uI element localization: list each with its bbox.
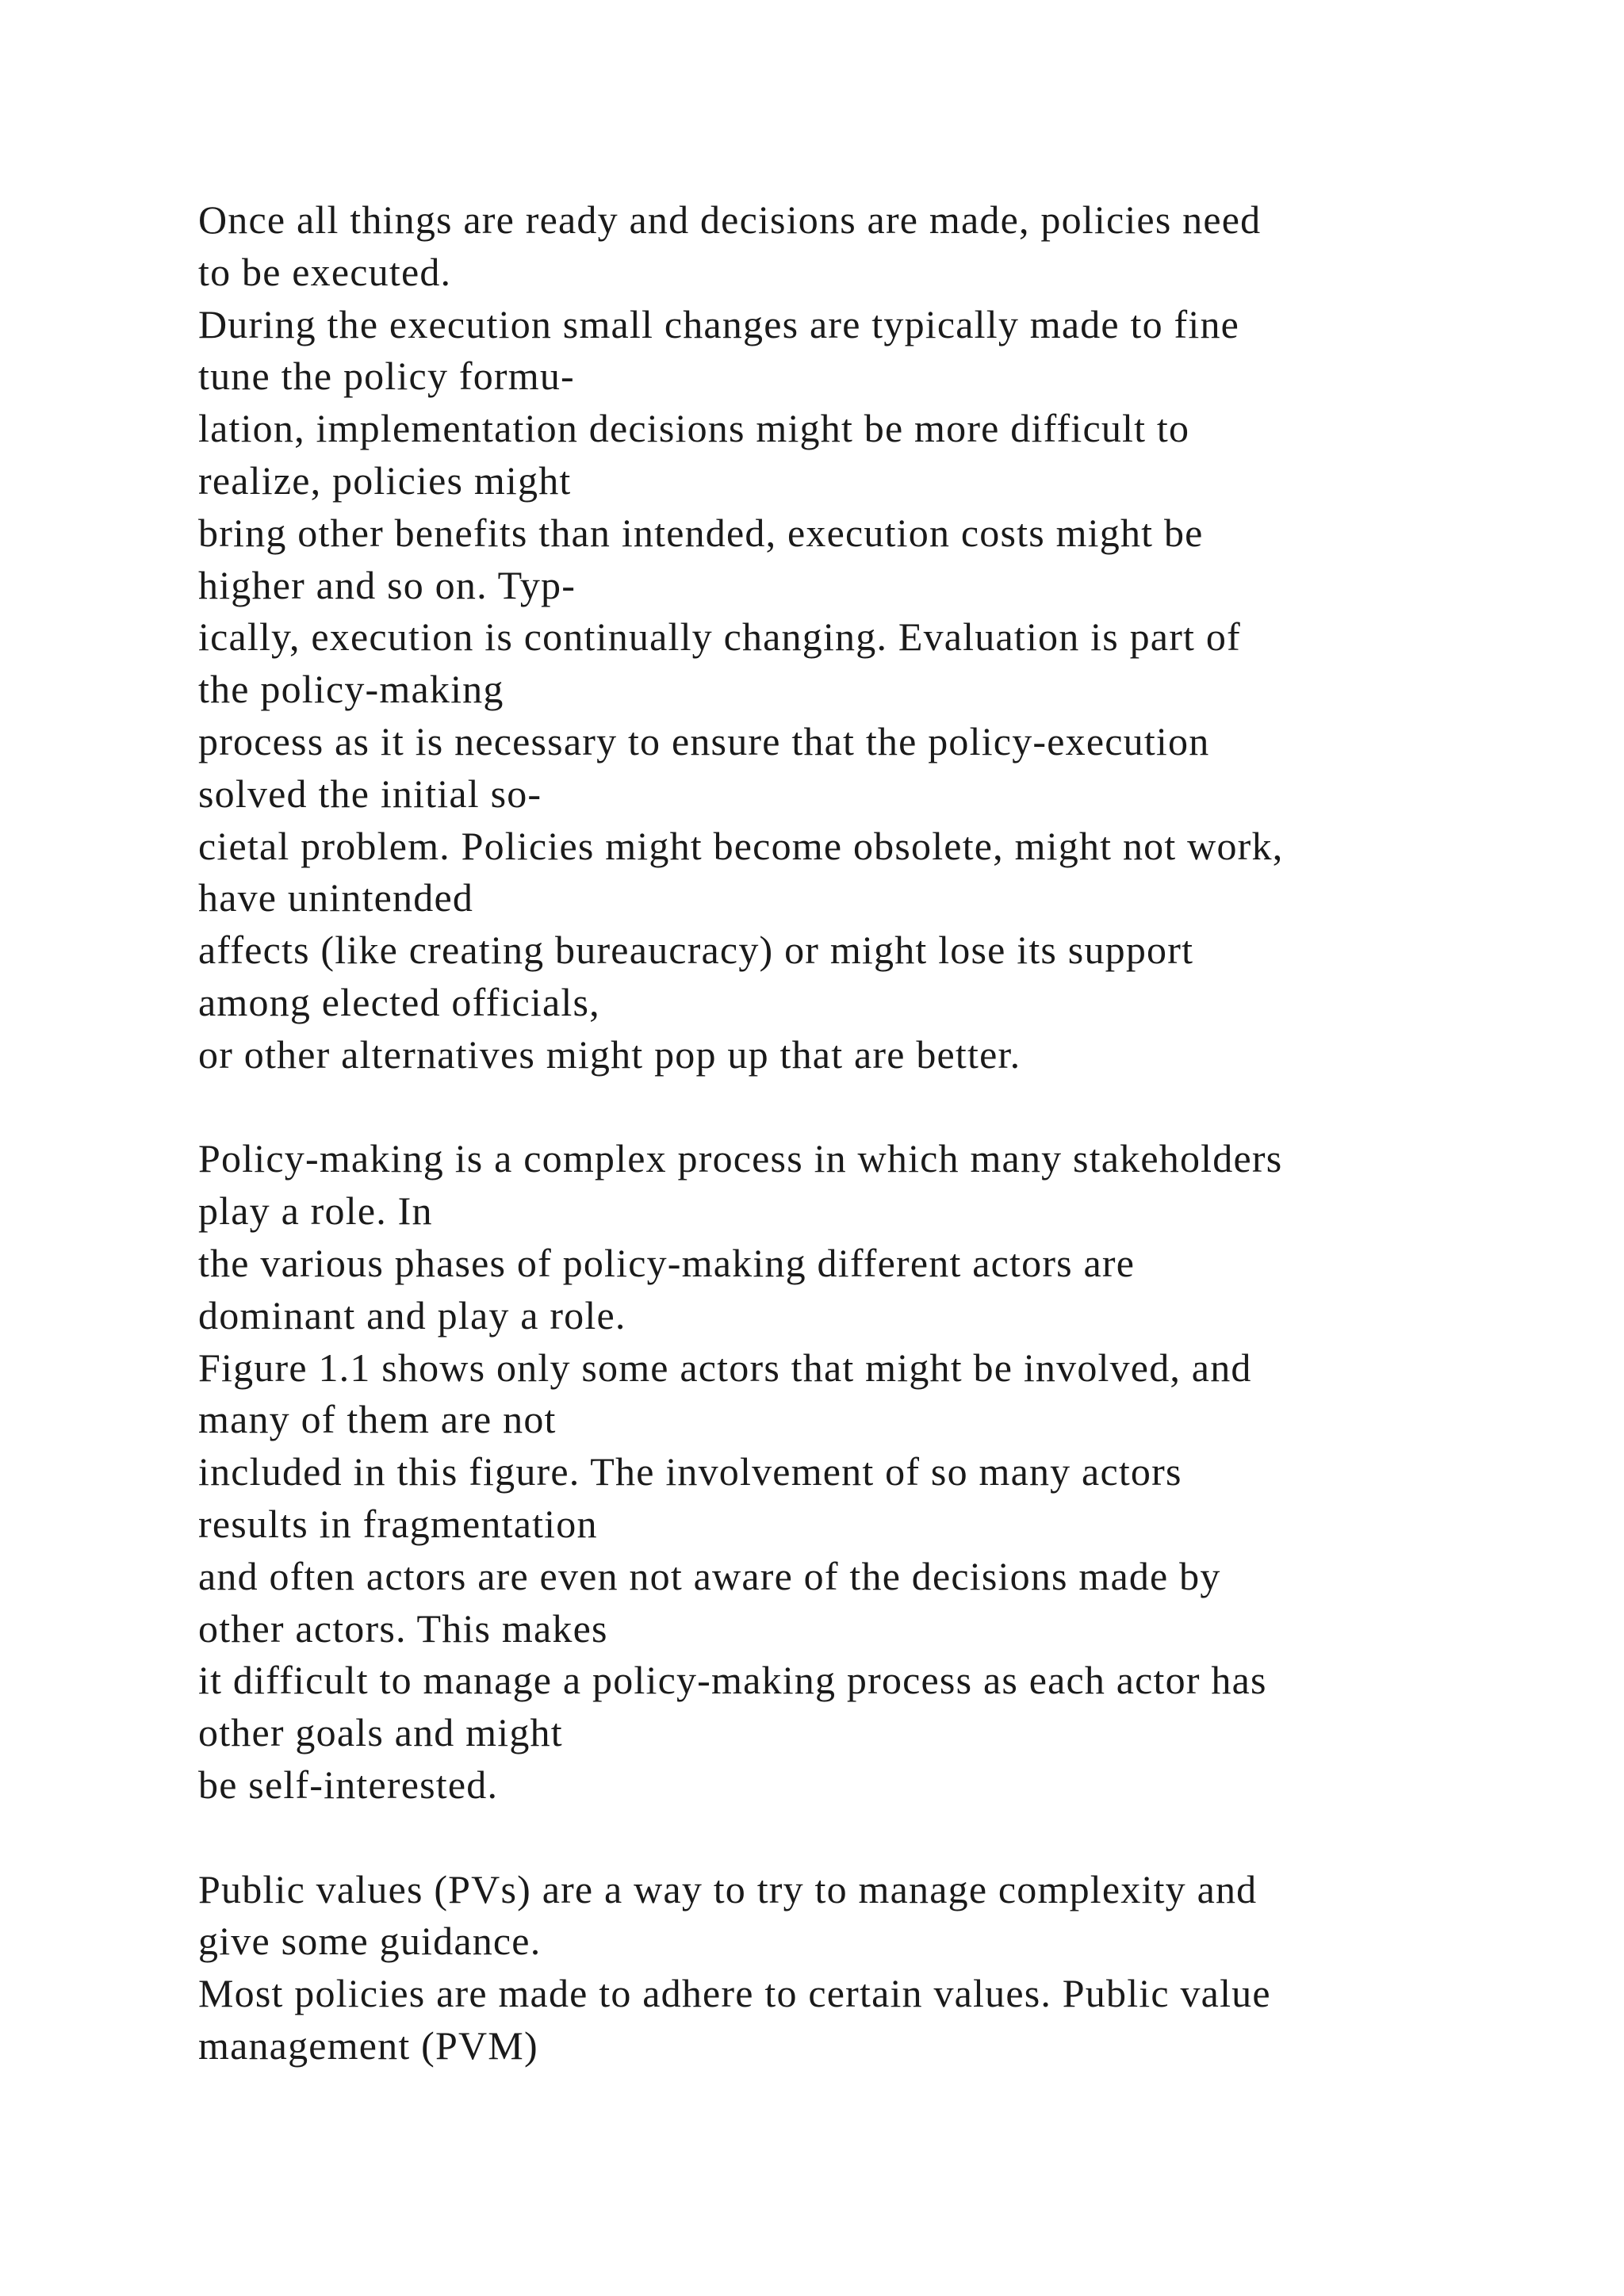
text-line: Figure 1.1 shows only some actors that might be involved, and bbox=[198, 1345, 1252, 1390]
text-line: dominant and play a role. bbox=[198, 1292, 626, 1337]
text-line: Most policies are made to adhere to certain values. Public value bbox=[198, 1971, 1271, 2016]
text-line: the various phases of policy-making different actors are bbox=[198, 1240, 1136, 1285]
text-line: affects (like creating bureaucracy) or might lose its support bbox=[198, 928, 1194, 973]
text-line: included in this figure. The involvement of so many actors bbox=[198, 1449, 1182, 1494]
text-line: lation, implementation decisions might be more difficult to bbox=[198, 406, 1190, 451]
paragraph-stakeholders bbox=[198, 1133, 1610, 1811]
paragraph-public-values bbox=[198, 1864, 1610, 2072]
paragraph-gap bbox=[198, 1812, 1610, 1864]
text-line: higher and so on. Typ- bbox=[198, 562, 576, 607]
paragraph-execution bbox=[198, 194, 1610, 1081]
body-text bbox=[198, 194, 1610, 2072]
text-line: Once all things are ready and decisions are made, policies need bbox=[198, 197, 1262, 242]
text-line: to be executed. bbox=[198, 249, 452, 294]
text-line: other goals and might bbox=[198, 1710, 563, 1755]
text-line: other actors. This makes bbox=[198, 1605, 608, 1651]
text-line: or other alternatives might pop up that are better. bbox=[198, 1031, 1021, 1077]
text-line: solved the initial so- bbox=[198, 771, 542, 816]
text-line: Public values (PVs) are a way to try to manage complexity and bbox=[198, 1866, 1258, 1911]
text-line: among elected officials, bbox=[198, 979, 600, 1024]
text-line: cietal problem. Policies might become obsolete, might not work, bbox=[198, 823, 1284, 868]
text-line: results in fragmentation bbox=[198, 1501, 598, 1546]
text-line: tune the policy formu- bbox=[198, 354, 575, 399]
text-line: it difficult to manage a policy-making process as each actor has bbox=[198, 1658, 1267, 1703]
text-line: have unintended bbox=[198, 875, 474, 920]
text-line: be self-interested. bbox=[198, 1762, 499, 1807]
text-line: management (PVM) bbox=[198, 2022, 538, 2068]
text-line: many of them are not bbox=[198, 1397, 557, 1442]
text-line: process as it is necessary to ensure that the policy-execution bbox=[198, 718, 1210, 763]
text-line: bring other benefits than intended, execution costs might be bbox=[198, 510, 1204, 555]
text-line: play a role. In bbox=[198, 1188, 433, 1234]
text-line: and often actors are even not aware of the decisions made by bbox=[198, 1553, 1221, 1598]
paragraph-gap bbox=[198, 1081, 1610, 1134]
text-line: the policy-making bbox=[198, 667, 504, 712]
text-line: realize, policies might bbox=[198, 457, 572, 503]
text-line: Policy-making is a complex process in which many stakeholders bbox=[198, 1136, 1283, 1181]
text-line: give some guidance. bbox=[198, 1919, 542, 1964]
text-line: ically, execution is continually changing. Evaluation is part of bbox=[198, 614, 1241, 660]
text-line: During the execution small changes are typically made to fine bbox=[198, 301, 1240, 346]
